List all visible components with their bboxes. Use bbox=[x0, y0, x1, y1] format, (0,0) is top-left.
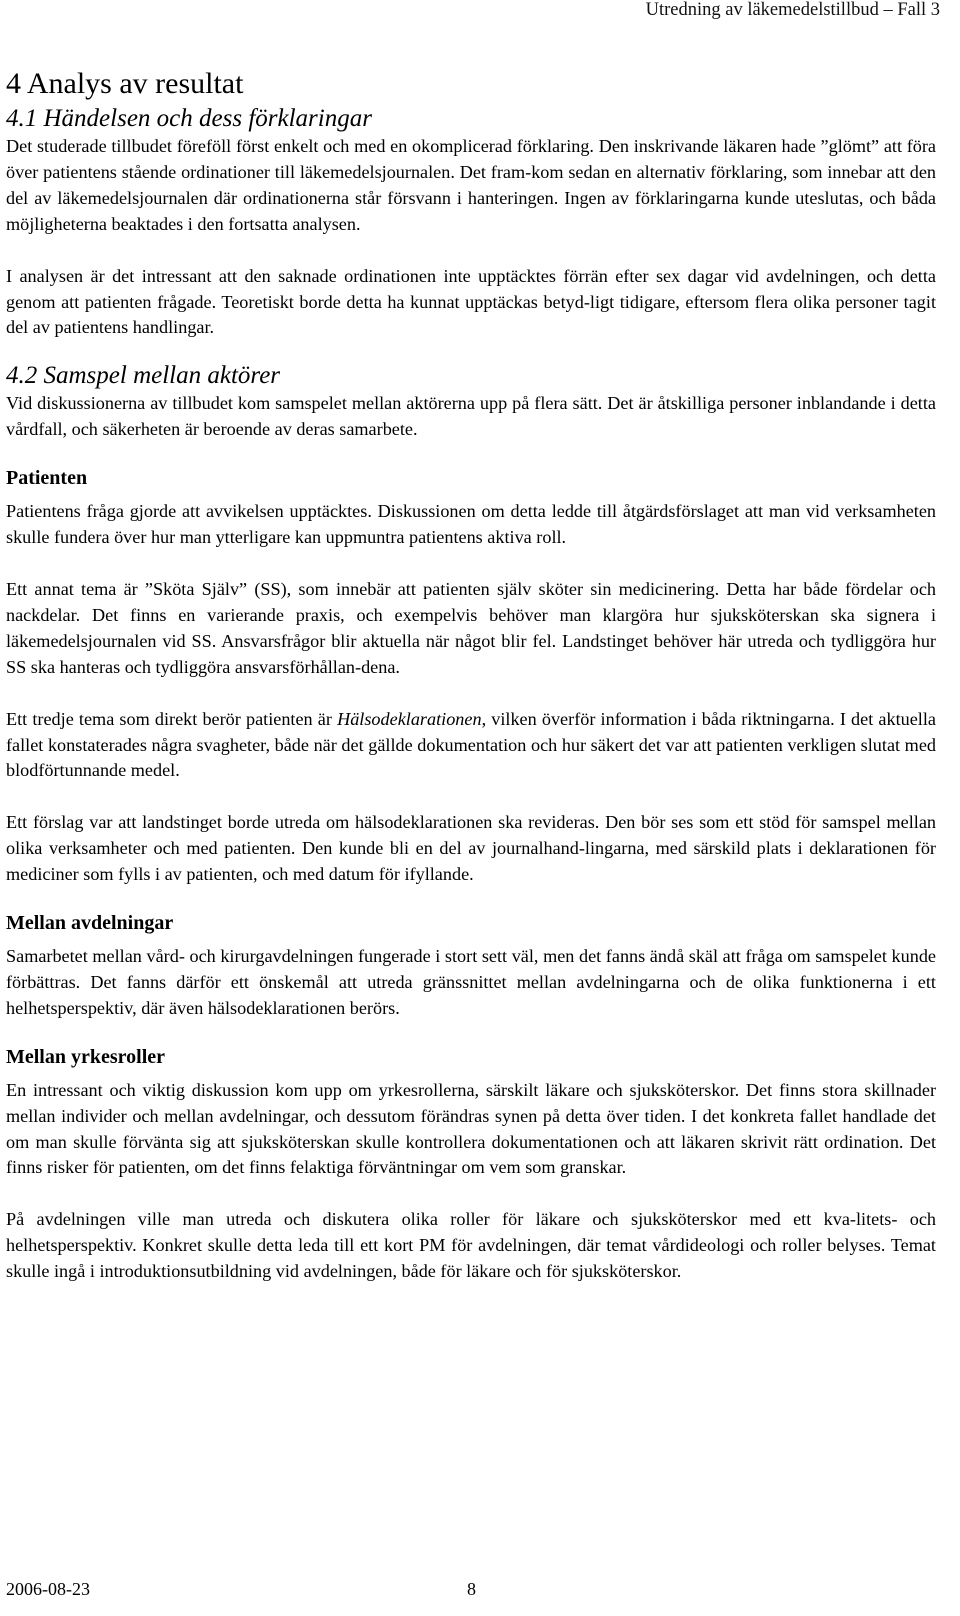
section-4-1-paragraph-1: Det studerade tillbudet föreföll först enkelt och med en okomplicerad förklaring. Den inskrivande läkaren hade ”glömt” att föra över patientens stående ordinationer till läkemedelsjournalen. Det fram-kom sedan en alternativ förklaring, som innebar att den del av läkemedelsjournalen där ordinationerna står försvann i hanteringen. Ingen av förklaringarna kunde uteslutas, och båda möjligheterna beaktades i den fortsatta analysen. bbox=[6, 136, 936, 234]
page-number: 8 bbox=[467, 1579, 476, 1599]
chapter-title: 4 Analys av resultat bbox=[6, 67, 244, 100]
subheading-mellan-yrkesroller: Mellan yrkesroller bbox=[6, 1045, 166, 1068]
patienten-paragraph-1: Patientens fråga gjorde att avvikelsen upptäcktes. Diskussionen om detta ledde till åtgärdsförslaget att man vid verksamheten skulle fundera över hur man ytterligare kan uppmuntra patientens aktiva roll. bbox=[6, 501, 936, 548]
document-body bbox=[6, 66, 936, 1285]
yrkesroller-paragraph-2: På avdelningen ville man utreda och diskutera olika roller för läkare och sjuksköterskor med ett kva-litets- och helhetsperspektiv. Konkret skulle detta leda till ett kort PM för avdelningen, där temat vårdideologi och roller belyses. Temat skulle ingå i introduktionsutbildning vid avdelningen, både för läkare och för sjuksköterskor. bbox=[6, 1209, 936, 1282]
running-header: Utredning av läkemedelstillbud – Fall 3 bbox=[645, 0, 940, 20]
patienten-p3-start: Ett tredje tema som direkt berör patienten är bbox=[6, 708, 338, 729]
section-4-1-title: 4.1 Händelsen och dess förklaringar bbox=[6, 105, 372, 132]
section-4-1-paragraph-2: I analysen är det intressant att den saknade ordinationen inte upptäcktes förrän efter sex dagar vid avdelningen, och detta genom att patienten frågade. Teoretiskt borde detta ha kunnat upptäckas betyd-ligt tidigare, eftersom flera olika personer tagit del av patientens handlingar. bbox=[6, 265, 936, 338]
patienten-paragraph-2: Ett annat tema är ”Sköta Själv” (SS), som innebär att patienten själv sköter sin medicinering. Detta har både fördelar och nackdelar. Det finns en varierande praxis, och exempelvis behöver man klargöra hur sjuksköterskan ska signera i läkemedelsjournalen vid SS. Ansvarsfrågor blir aktuella när något blir fel. Landstinget behöver här utreda och tydliggöra hur SS ska hanteras och tydliggöra ansvarsförhållan-dena. bbox=[6, 578, 936, 677]
section-4-2-title: 4.2 Samspel mellan aktörer bbox=[6, 362, 281, 390]
patienten-p3-end: , vilken överför information i båda riktningarna. I det aktuella fallet konstaterades några svagheter, både när det gällde dokumentation och hur säkert det var att patienten verkligen slutat med blodförtunnande medel. bbox=[6, 708, 936, 781]
subheading-mellan-avdelningar: Mellan avdelningar bbox=[6, 912, 174, 935]
section-4-2-paragraph-1: Vid diskussionerna av tillbudet kom samspelet mellan aktörerna upp på flera sätt. Det är åtskilliga personer inblandande i detta vårdfall, och säkerheten är beroende av deras samarbete. bbox=[6, 393, 936, 440]
subheading-patienten: Patienten bbox=[6, 467, 88, 490]
patienten-p3-italic-term: Hälsodeklarationen bbox=[337, 708, 482, 729]
avdelningar-paragraph-1: Samarbetet mellan vård- och kirurgavdelningen fungerade i stort sett väl, men det fanns ändå skäl att fråga om samspelet kunde förbättras. Det fanns därför ett önskemål att utreda gränssnittet mellan avdelningarna och de olika funktionerna i ett helhetsperspektiv, där även hälsodeklarationen berörs. bbox=[6, 946, 936, 1018]
patienten-paragraph-3 bbox=[6, 707, 936, 785]
yrkesroller-paragraph-1: En intressant och viktig diskussion kom upp om yrkesrollerna, särskilt läkare och sjuksköterskor. Det finns stora skillnader mellan individer och mellan avdelningar, och dessutom förändras synen på detta över tiden. I det konkreta fallet handlade det om man skulle förvänta sig att sjuksköterskan skulle kontrollera dokumentationen och att läkaren skrivit rätt ordination. Det finns risker för patienten, om det finns felaktiga förväntningar om vem som granskar. bbox=[6, 1079, 936, 1178]
patienten-paragraph-4: Ett förslag var att landstinget borde utreda om hälsodeklarationen ska revideras. Den bör ses som ett stöd för samspel mellan olika verksamheter och med patienten. Den kunde bli en del av journalhand-lingarna, med särskild plats i deklarationen för mediciner som fylls i av patienten, och med datum för ifyllande. bbox=[6, 812, 936, 885]
footer-date: 2006-08-23 bbox=[6, 1579, 90, 1599]
